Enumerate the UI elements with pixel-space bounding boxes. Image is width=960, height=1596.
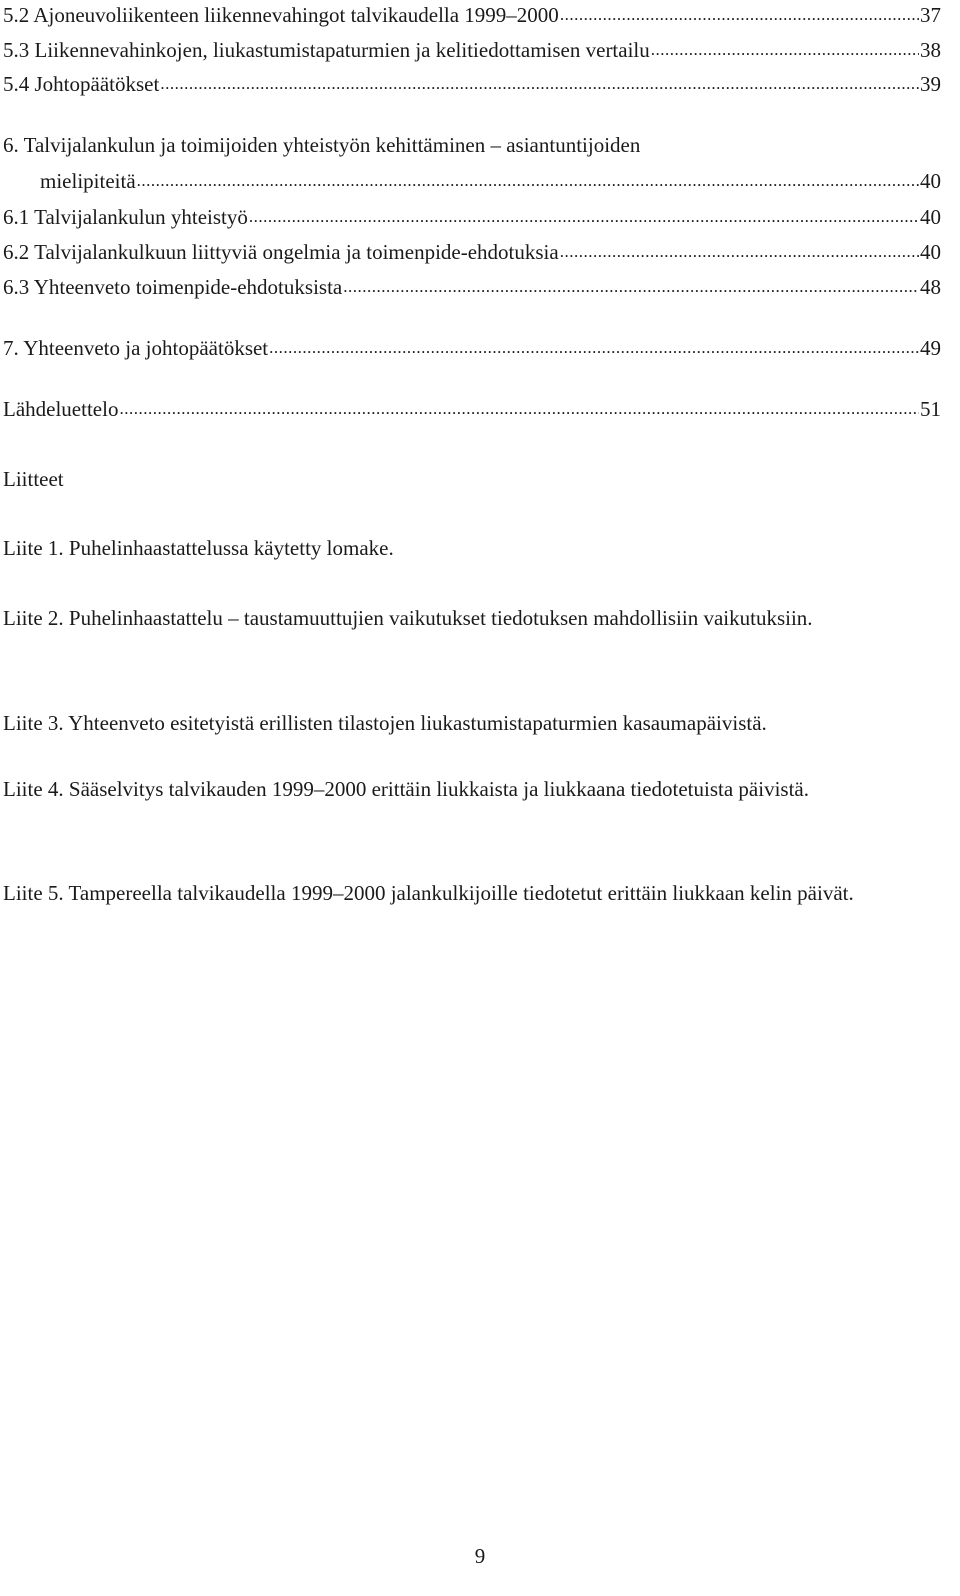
toc-leader-dots — [343, 273, 919, 301]
toc-entry — [3, 1, 941, 29]
appendix-item: Liite 1. Puhelinhaastattelussa käytetty lomake. — [3, 536, 394, 560]
toc-entry — [3, 334, 941, 362]
toc-entry-label: mielipiteitä — [40, 169, 136, 193]
page-number: 9 — [474, 1544, 486, 1568]
toc-leader-dots — [249, 203, 919, 231]
toc-entry-page: 39 — [920, 72, 941, 96]
toc-leader-dots — [137, 167, 919, 195]
toc-entry-label: 6.3 Yhteenveto toimenpide-ehdotuksista — [3, 275, 343, 299]
appendix-item: Liite 4. Sääselvitys talvikauden 1999–2000 erittäin liukkaista ja liukkaana tiedotetuista päivistä. — [3, 777, 809, 801]
toc-entry-page: 51 — [920, 397, 941, 421]
toc-entry-label: 6.2 Talvijalankulkuun liittyviä ongelmia ja toimenpide-ehdotuksia — [3, 240, 559, 264]
toc-entry-label: 5.4 Johtopäätökset — [3, 72, 160, 96]
toc-leader-dots — [269, 334, 919, 362]
toc-leader-dots — [560, 238, 919, 266]
toc-entry-page: 40 — [920, 169, 941, 193]
toc-leader-dots — [560, 1, 919, 29]
toc-entry — [3, 395, 941, 423]
toc-entry — [3, 36, 941, 64]
toc-entry — [3, 70, 941, 98]
toc-chapter-title: 6. Talvijalankulun ja toimijoiden yhteistyön kehittäminen – asiantuntijoiden — [3, 133, 641, 157]
toc-entry — [3, 203, 941, 231]
toc-leader-dots — [651, 36, 919, 64]
appendix-item: Liite 5. Tampereella talvikaudella 1999–2000 jalankulkijoille tiedotetut erittäin liukkaan kelin päivät. — [3, 881, 854, 905]
toc-entry-page: 38 — [920, 38, 941, 62]
toc-entry-label: 5.3 Liikennevahinkojen, liukastumistapaturmien ja kelitiedottamisen vertailu — [3, 38, 650, 62]
appendix-item: Liite 3. Yhteenveto esitetyistä erillisten tilastojen liukastumistapaturmien kasaumapäivistä. — [3, 711, 767, 735]
toc-leader-dots — [160, 70, 919, 98]
toc-entry-page: 48 — [920, 275, 941, 299]
toc-entry — [40, 167, 941, 195]
toc-entry-page: 40 — [920, 240, 941, 264]
appendices-heading: Liitteet — [3, 467, 64, 491]
toc-entry-page: 49 — [920, 336, 941, 360]
toc-entry-page: 37 — [920, 3, 941, 27]
toc-entry-label: 6.1 Talvijalankulun yhteistyö — [3, 205, 248, 229]
toc-leader-dots — [119, 395, 919, 423]
toc-entry — [3, 238, 941, 266]
toc-entry-label: Lähdeluettelo — [3, 397, 119, 421]
toc-entry-label: 7. Yhteenveto ja johtopäätökset — [3, 336, 269, 360]
toc-entry-page: 40 — [920, 205, 941, 229]
toc-entry-label: 5.2 Ajoneuvoliikenteen liikennevahingot talvikaudella 1999–2000 — [3, 3, 559, 27]
toc-entry — [3, 273, 941, 301]
appendix-item: Liite 2. Puhelinhaastattelu – taustamuuttujien vaikutukset tiedotuksen mahdollisiin vaikutuksiin. — [3, 606, 813, 630]
